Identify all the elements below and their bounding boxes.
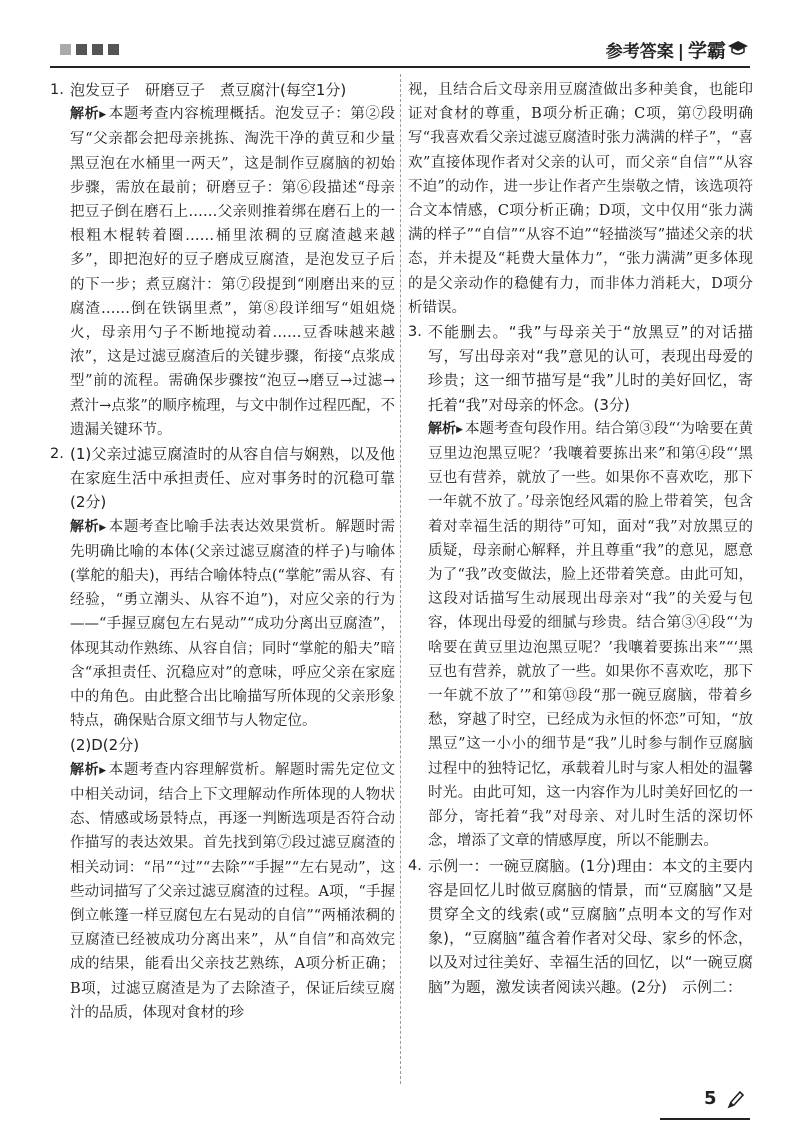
answer-item-2 xyxy=(50,442,395,1025)
analysis-paragraph xyxy=(428,417,753,854)
analysis-text: 本题考查句段作用。结合第③段“‘为啥要在黄豆里边泡黑豆呢？’我嚷着要拣出来”和第④段“‘黑豆也有营养，就放了一些。如果你不喜欢吃，那下一年就不放了。’母亲饱经风霜的脸上带着笑，包含着对幸福生活的期待”可知，面对“我”对放黑豆的质疑，母亲耐心解释，并且尊重“我”的意见，愿意为了“我”改变做法，脸上还带着笑意。由此可知，这段对话描写生动展现出母亲对“我”的关爱与包容，体现出母爱的细腻与珍贵。结合第③④段“‘为啥要在黄豆里边泡黑豆呢？’我嚷着要拣出来”“‘黑豆也有营养，就放了一些。如果你不喜欢吃，那下一年就不放了’”和第⑬段“那一碗豆腐脑，带着乡愁，穿越了时空，已经成为永恒的怀恋”可知，“放黑豆”这一小小的细节是“我”儿时参与制作豆腐脑过程中的独特记忆，承载着儿时与家人相处的温馨时光。由此可知，这一内容作为儿时美好回忆的一部分，寄托着“我”对母亲、对儿时生活的深切怀念，增添了文章的情感厚度，所以不能删去。 xyxy=(428,420,754,850)
triangle-icon: ▶ xyxy=(99,110,107,121)
square-mark xyxy=(108,44,119,55)
analysis-paragraph xyxy=(70,758,395,1025)
brand-logo-text: 学霸 xyxy=(687,40,726,62)
page-number: 5 xyxy=(704,1088,717,1109)
square-mark xyxy=(76,44,87,55)
analysis-text: 本题考查内容理解赏析。解题时需先定位文中相关动词，结合上下文理解动作所体现的人物状态、情感或场景特点，再逐一判断选项是否符合动作描写的表达效果。首先找到第⑦段过滤豆腐渣的相关动词：“吊”“过”“去除”“手握”“左右晃动”，这些动词描写了父亲过滤豆腐渣的过程。A项，“手握倒立帐篷一样豆腐包左右晃动的自信”“两桶浓稠的豆腐渣已经被成功分离出来”，从“自信”和高效完成的结果，能看出父亲技艺熟练，A项分析正确；B项，过滤豆腐渣是为了去除渣子，保证后续豆腐汁的品质，体现对食材的珍 xyxy=(70,761,396,1021)
analysis-tag: 解析 xyxy=(70,518,100,535)
answer-item-4 xyxy=(408,854,753,999)
answer-item-1 xyxy=(50,78,395,442)
answer-text: 示例一：一碗豆腐脑。(1分)理由：本文的主要内容是回忆儿时做豆腐脑的情景，而“豆腐脑”又是贯穿全文的线索(或“豆腐脑”点明本文的写作对象)，“豆腐脑”蕴含着作者对父母、家乡的怀念，以及对过往美好、幸福生活的回忆，以“一碗豆腐脑”为题，激发读者阅读兴趣。(2分) 示例二： xyxy=(428,856,753,996)
triangle-icon: ▶ xyxy=(99,522,107,533)
right-column xyxy=(408,78,753,999)
answer-item-3 xyxy=(408,320,753,853)
answer-text: 泡发豆子 研磨豆子 煮豆腐汁(每空1分) xyxy=(70,81,347,99)
page-header xyxy=(50,36,750,64)
header-brand: 参考答案 | 学霸 xyxy=(605,40,726,62)
triangle-icon: ▶ xyxy=(456,424,464,435)
header-rule xyxy=(50,66,750,68)
item-number: 4. xyxy=(408,857,422,874)
analysis-text: 本题考查内容梳理概括。泡发豆子：第②段写“父亲都会把母亲挑拣、淘洗干净的黄豆和少量黑豆泡在水桶里一两天”，这是制作豆腐脑的初始步骤，需放在最前；研磨豆子：第⑥段描述“母亲把豆子倒在磨石上……父亲则推着绑在磨石上的一根粗木棍转着圈……桶里浓稠的豆腐渣越来越多”，即把泡好的豆子磨成豆腐渣，是泡发豆子后的下一步；煮豆腐汁：第⑦段提到“刚磨出来的豆腐渣……倒在铁锅里煮”，第⑧段详细写“姐姐烧火，母亲用勺子不断地搅动着……豆香味越来越浓”，这是过滤豆腐渣后的关键步骤，衔接“点浆成型”前的流程。需确保步骤按“泡豆→磨豆→过滤→煮汁→点浆”的顺序梳理，与文中制作过程匹配，不遗漏关键环节。 xyxy=(70,106,396,438)
analysis-tag: 解析 xyxy=(70,761,100,778)
item-number: 1. xyxy=(50,82,64,98)
item-number: 3. xyxy=(408,324,422,341)
answer-text: (1)父亲过滤豆腐渣时的从容自信与娴熟，以及他在家庭生活中承担责任、应对事务时的沉稳可靠(2分) xyxy=(70,445,395,512)
analysis-paragraph xyxy=(70,102,395,442)
column-divider xyxy=(400,74,401,1084)
answer-text: (2)D(2分) xyxy=(70,736,140,755)
analysis-continuation: 视，且结合后文母亲用豆腐渣做出多种美食，也能印证对食材的尊重，B项分析正确；C项，第⑦段明确写“我喜欢看父亲过滤豆腐渣时张力满满的样子”，“喜欢”直接体现作者对父亲的认可，而父亲“自信”“从容不迫”的动作，进一步让作者产生崇敬之情，该选项符合文本情感，C项分析正确；D项，文中仅用“张力满满的样子”“自信”“从容不迫”“轻描淡写”描述父亲的状态，并未提及“耗费大量体力”，“张力满满”更多体现的是父亲动作的稳健有力，而非体力消耗大，D项分析错误。 xyxy=(408,82,753,316)
graduation-cap-icon xyxy=(728,38,748,58)
analysis-tag: 解析 xyxy=(70,106,100,123)
analysis-tag: 解析 xyxy=(428,420,457,437)
page-footer xyxy=(660,1088,750,1116)
analysis-text: 本题考查比喻手法表达效果赏析。解题时需先明确比喻的本体(父亲过滤豆腐渣的样子)与喻体(掌舵的船夫)，再结合喻体特点(“掌舵”需从容、有经验，“勇立潮头、从容不迫”)，对应父亲的行为 ——“手握豆腐包左右晃动”“成功分离出豆腐渣”，体现其动作熟练、从容自信；同时“掌舵的船夫”暗含“承担责任、沉稳应对”的意味，呼应父亲在家庭中的角色。由此整合出比喻描写所体现的父亲形象特点，确保贴合原文细节与人物定位。 xyxy=(70,518,396,730)
answer-text: 不能删去。“我”与母亲关于“放黑豆”的对话描写，写出母亲对“我”意见的认可，表现出母爱的珍贵；这一细节描写是“我”儿时的美好回忆，寄托着“我”对母亲的怀念。(3分) xyxy=(428,323,753,414)
footer-rule xyxy=(660,1118,750,1120)
square-mark xyxy=(92,44,103,55)
analysis-paragraph xyxy=(70,515,395,734)
item-number: 2. xyxy=(50,446,64,463)
header-section-title: 参考答案 xyxy=(605,42,674,62)
triangle-icon: ▶ xyxy=(99,765,107,776)
left-column xyxy=(50,78,395,1025)
square-mark xyxy=(60,44,71,55)
decorative-squares xyxy=(60,44,119,55)
pencil-icon xyxy=(726,1090,744,1110)
